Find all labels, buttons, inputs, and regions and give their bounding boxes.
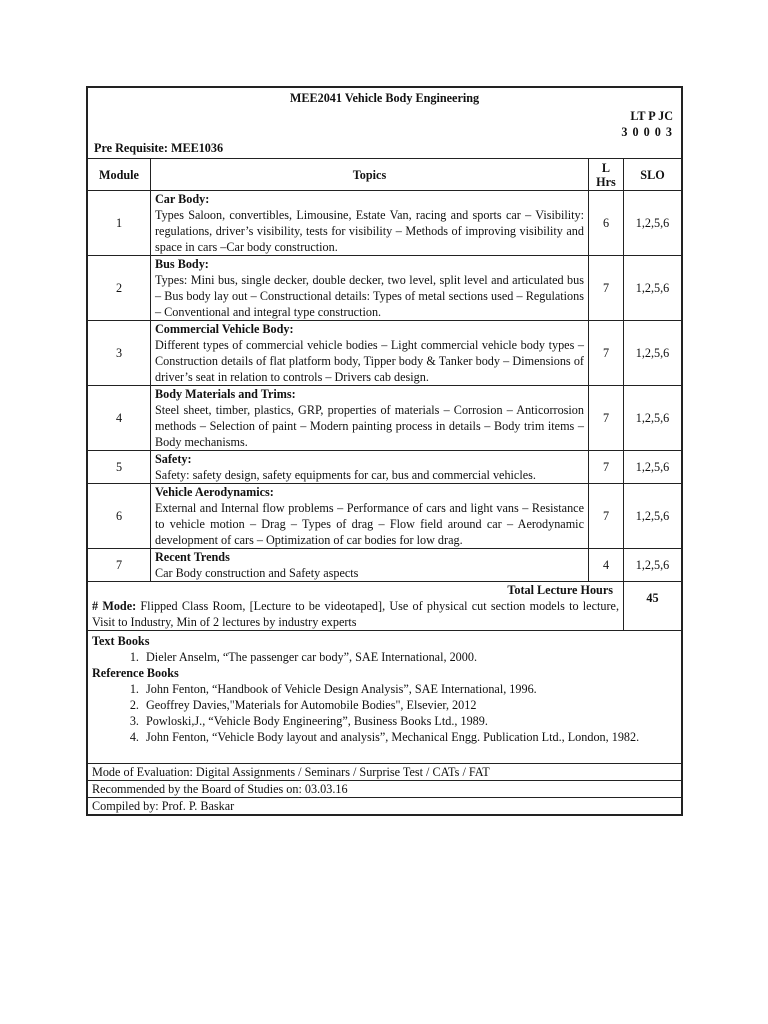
module-hours: 7 — [588, 451, 623, 484]
book-item: 3. Powloski,J., “Vehicle Body Engineering”, Business Books Ltd., 1989. — [142, 713, 677, 729]
module-number: 3 — [88, 321, 151, 386]
col-module: Module — [88, 159, 151, 191]
module-number: 6 — [88, 484, 151, 549]
module-slo: 1,2,5,6 — [623, 484, 681, 549]
recommended-text: Recommended by the Board of Studies on: 03.03.16 — [88, 781, 682, 798]
books-row — [88, 631, 682, 764]
recommended-row — [88, 781, 682, 798]
module-row — [88, 321, 682, 386]
evaluation-row — [88, 764, 682, 781]
module-description: Different types of commercial vehicle bodies – Light commercial vehicle body types – Construction details of flat platform body, Tipper body & Tanker body – Dimensions of driver’s seat in relation to controls – Drivers cab design. — [155, 338, 584, 384]
module-hours: 7 — [588, 256, 623, 321]
book-item: 4. John Fenton, “Vehicle Body layout and analysis”, Mechanical Engg. Publication Ltd., London, 1982. — [142, 729, 677, 745]
module-title: Car Body: — [155, 192, 210, 206]
total-label: Total Lecture Hours — [507, 583, 613, 597]
compiled-row — [88, 798, 682, 815]
text-books-list — [92, 649, 677, 665]
module-hours: 7 — [588, 484, 623, 549]
col-hrs: L Hrs — [588, 159, 623, 191]
module-row — [88, 484, 682, 549]
book-item: 2. Geoffrey Davies,"Materials for Automobile Bodies", Elsevier, 2012 — [142, 697, 677, 713]
reference-books-list — [92, 681, 677, 745]
module-topics — [151, 451, 589, 484]
ltpjc-values: 3 0 0 0 3 — [621, 125, 673, 139]
mode-description: Flipped Class Room, [Lecture to be videotaped], Use of physical cut section models to lecture, Visit to Industry, Min of 2 lectures by industry experts — [92, 599, 619, 629]
module-topics — [151, 386, 589, 451]
module-topics — [151, 549, 589, 582]
module-title: Safety: — [155, 452, 192, 466]
module-number: 1 — [88, 191, 151, 256]
course-title: MEE2041 Vehicle Body Engineering — [289, 91, 480, 105]
module-slo: 1,2,5,6 — [623, 321, 681, 386]
module-slo: 1,2,5,6 — [623, 256, 681, 321]
compiled-text: Compiled by: Prof. P. Baskar — [88, 798, 682, 815]
module-title: Recent Trends — [155, 550, 230, 564]
module-description: External and Internal flow problems – Performance of cars and light vans – Resistance to vehicle motion – Drag – Types of drag – Flow field around car – Aerodynamic development of cars – Optimization of car bodies for low drag. — [155, 501, 584, 547]
mode-text — [92, 598, 619, 630]
module-slo: 1,2,5,6 — [623, 549, 681, 582]
evaluation-text: Mode of Evaluation: Digital Assignments / Seminars / Surprise Test / CATs / FAT — [88, 764, 682, 781]
module-description: Car Body construction and Safety aspects — [155, 566, 359, 580]
module-number: 7 — [88, 549, 151, 582]
module-topics — [151, 484, 589, 549]
module-topics — [151, 256, 589, 321]
module-hours: 4 — [588, 549, 623, 582]
module-topics — [151, 321, 589, 386]
module-slo: 1,2,5,6 — [623, 386, 681, 451]
module-hours: 6 — [588, 191, 623, 256]
module-rows — [88, 191, 682, 582]
module-description: Steel sheet, timber, plastics, GRP, properties of materials – Corrosion – Anticorrosion methods – Selection of paint – Modern painting process in details – Body trim items – Body mechanisms. — [155, 403, 584, 449]
book-item: 1. John Fenton, “Handbook of Vehicle Design Analysis”, SAE International, 1996. — [142, 681, 677, 697]
module-hours: 7 — [588, 386, 623, 451]
module-title: Vehicle Aerodynamics: — [155, 485, 274, 499]
total-row — [88, 582, 682, 631]
syllabus-table — [87, 87, 682, 815]
module-row — [88, 191, 682, 256]
module-number: 5 — [88, 451, 151, 484]
module-slo: 1,2,5,6 — [623, 191, 681, 256]
mode-label: # Mode: — [92, 599, 137, 613]
module-number: 4 — [88, 386, 151, 451]
column-header-row — [88, 159, 682, 191]
module-title: Body Materials and Trims: — [155, 387, 296, 401]
header-row — [88, 88, 682, 159]
module-topics — [151, 191, 589, 256]
module-description: Safety: safety design, safety equipments for car, bus and commercial vehicles. — [155, 468, 536, 482]
syllabus-document — [86, 86, 683, 816]
col-topics: Topics — [151, 159, 589, 191]
module-description: Types Saloon, convertibles, Limousine, Estate Van, racing and sports car – Visibility: regulations, driver’s visibility, tests for visibility – Methods of improving visibility and space in cars –Car body construction. — [155, 208, 584, 254]
module-row — [88, 549, 682, 582]
col-slo: SLO — [623, 159, 681, 191]
module-description: Types: Mini bus, single decker, double decker, two level, split level and articulated bus – Bus body lay out – Constructional details: Types of metal sections used – Regulations – Conventional and integral type construction. — [155, 273, 584, 319]
module-hours: 7 — [588, 321, 623, 386]
module-title: Commercial Vehicle Body: — [155, 322, 294, 336]
reference-books-title: Reference Books — [92, 666, 179, 680]
module-row — [88, 451, 682, 484]
module-row — [88, 386, 682, 451]
module-title: Bus Body: — [155, 257, 209, 271]
prerequisite: Pre Requisite: MEE1036 — [94, 141, 224, 155]
text-books-title: Text Books — [92, 634, 150, 648]
module-row — [88, 256, 682, 321]
total-hours: 45 — [623, 582, 681, 631]
module-number: 2 — [88, 256, 151, 321]
module-slo: 1,2,5,6 — [623, 451, 681, 484]
ltpjc-label: LT P JC — [630, 109, 673, 123]
book-item: 1. Dieler Anselm, “The passenger car body”, SAE International, 2000. — [142, 649, 677, 665]
